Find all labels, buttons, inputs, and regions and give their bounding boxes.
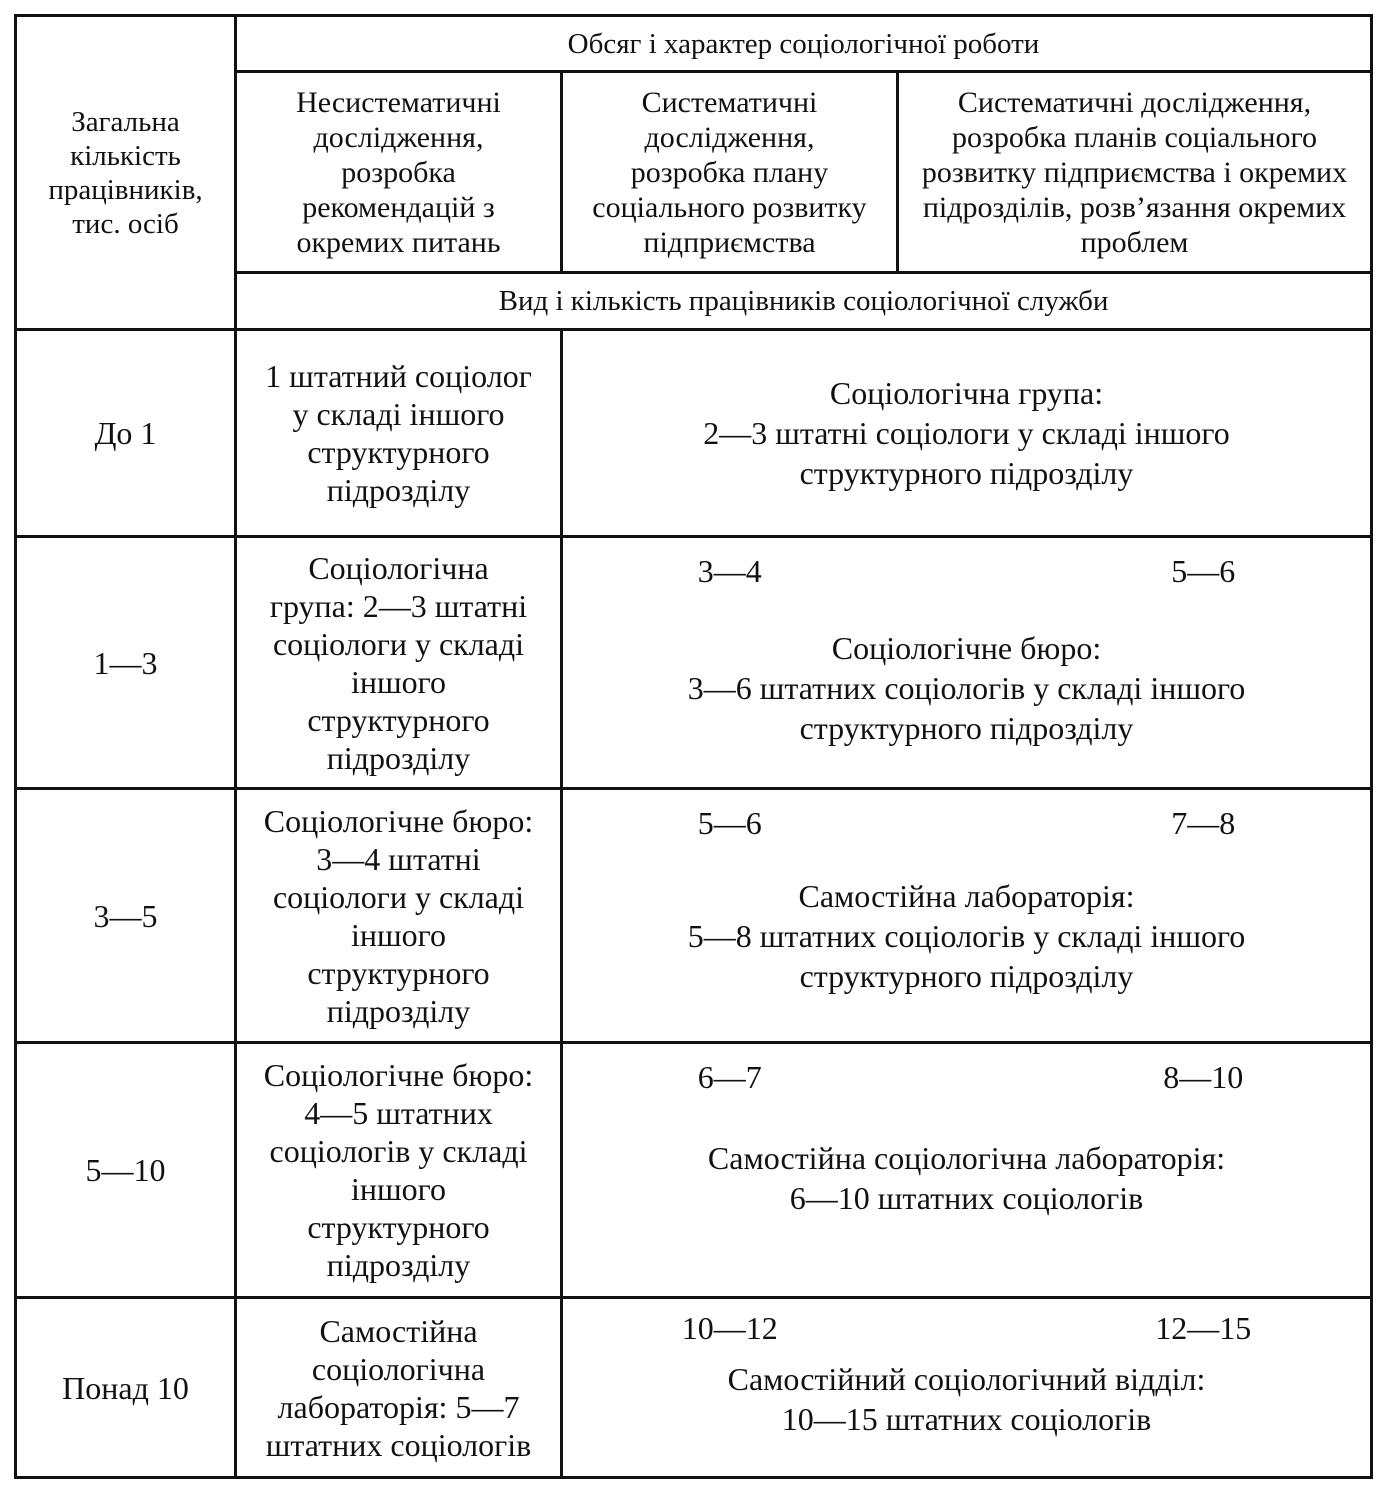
merged-service-description: Самостійна лабораторія: 5—8 штатних соціологів у складі іншого структурного підрозділу (687, 878, 1246, 994)
staff-count-extended: 12—15 (1155, 1310, 1252, 1346)
work-scope-header: Обсяг і характер соціологічної роботи (236, 16, 1372, 72)
service-type-header: Вид і кількість працівників соціологічної служби (236, 273, 1372, 330)
employees-cell: 5—10 (16, 1043, 236, 1298)
staff-count-systematic: 3—4 (697, 553, 762, 589)
service-cell: Соціологічне бюро: 3—4 штатні соціологи у складі іншого структурного підрозділу (236, 789, 562, 1043)
merged-service-cell (562, 537, 1372, 789)
staff-count-row (563, 538, 1370, 590)
staff-count-extended: 7—8 (1171, 805, 1236, 841)
employees-cell: Понад 10 (16, 1298, 236, 1478)
merged-service-cell (562, 789, 1372, 1043)
merged-service-description: Соціологічне бюро: 3—6 штатних соціологів у складі іншого структурного підрозділу (687, 630, 1246, 746)
work-type-header-3: Систематичні дослідження, розробка планів соціального розвитку підприємства і окремих підрозділів, розв’язання окремих проблем (898, 72, 1372, 273)
merged-service-description: Самостійний соціологічний відділ: 10—15 штатних соціологів (727, 1361, 1206, 1437)
work-type-header-2: Систематичні дослідження, розробка плану соціального розвитку підприємства (562, 72, 898, 273)
staff-count-extended: 5—6 (1171, 553, 1236, 589)
staff-count-systematic: 6—7 (697, 1059, 762, 1095)
merged-service-cell (562, 330, 1372, 537)
merged-service-cell (562, 1043, 1372, 1298)
service-cell: 1 штатний соціолог у складі іншого структурного підрозділу (236, 330, 562, 537)
merged-service-description: Самостійна соціологічна лабораторія: 6—10 штатних соціологів (707, 1140, 1226, 1216)
staff-count-row (563, 1044, 1370, 1096)
merged-service-description: Соціологічна група: 2—3 штатні соціологи у складі іншого структурного підрозділу (703, 375, 1230, 491)
merged-service-cell (562, 1298, 1372, 1478)
work-type-header-1: Несистематичні дослідження, розробка рекомендацій з окремих питань (236, 72, 562, 273)
employees-column-header: Загальна кількість працівників, тис. осіб (16, 16, 236, 330)
service-cell: Соціологічна група: 2—3 штатні соціологи у складі іншого структурного підрозділу (236, 537, 562, 789)
employees-cell: До 1 (16, 330, 236, 537)
staff-count-row (563, 1299, 1370, 1347)
staff-count-extended: 8—10 (1163, 1059, 1244, 1095)
staff-count-systematic: 5—6 (697, 805, 762, 841)
employees-cell: 3—5 (16, 789, 236, 1043)
staff-count-row (563, 790, 1370, 842)
service-cell: Самостійна соціологічна лабораторія: 5—7 штатних соціологів (236, 1298, 562, 1478)
sociology-service-table (14, 14, 1373, 1479)
employees-cell: 1—3 (16, 537, 236, 789)
staff-count-systematic: 10—12 (681, 1310, 778, 1346)
service-cell: Соціологічне бюро: 4—5 штатних соціологів у складі іншого структурного підрозділу (236, 1043, 562, 1298)
